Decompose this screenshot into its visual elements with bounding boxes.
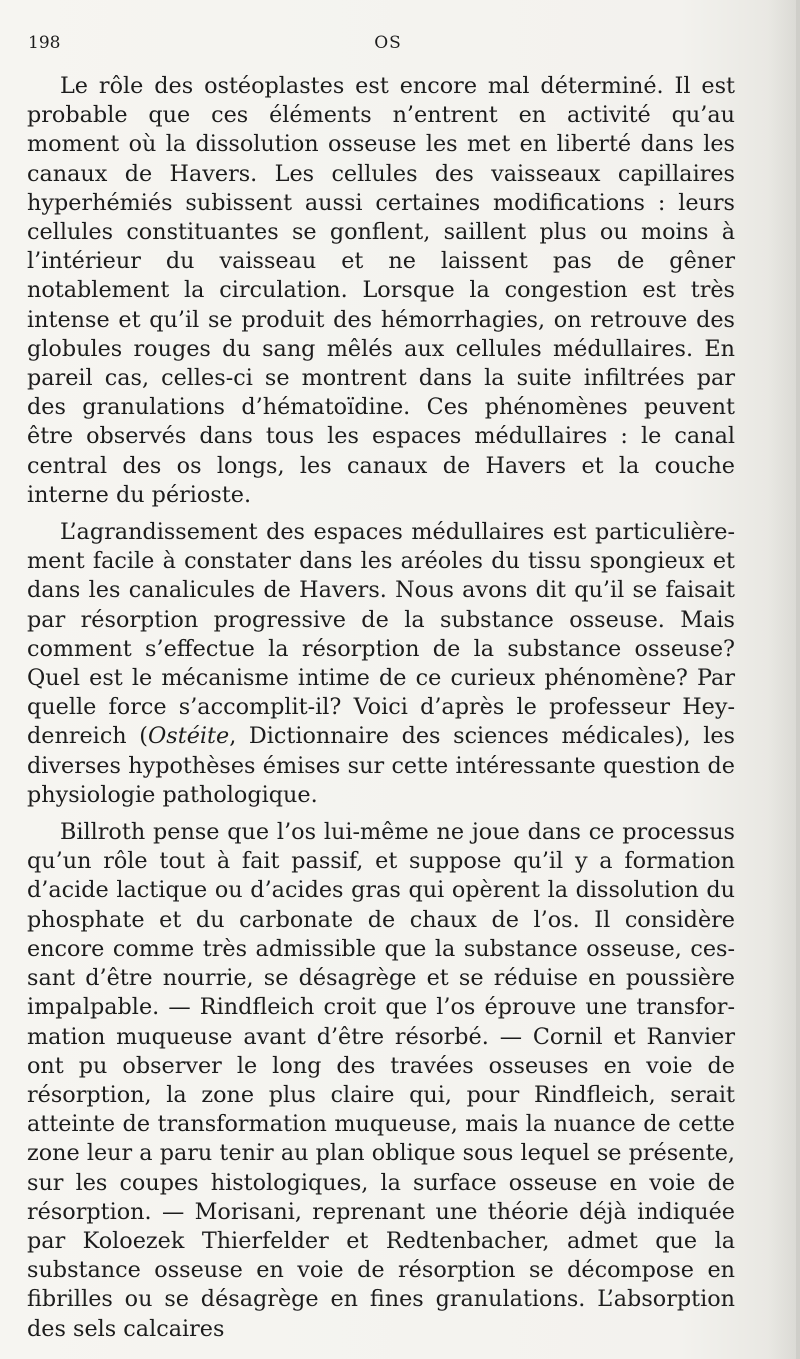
paragraph-osteoplastes: Le rôle des ostéoplastes est encore mal déterminé. Il est probable que ces éléments n’entrent en activité qu’au moment où la dissolution osseuse les met en liberté dans les canaux de Havers. Les cellules des vaisseaux capillaires hyperhémiés subissent aussi certaines modifications : leurs cellules constituantes se gonflent, saillent plus ou moins à l’intérieur du vaisseau et ne laissent pas de gêner notablement la circulation. Lorsque la congestion est très intense et qu’il se produit des hémorrhagies, on retrouve des globules rouges du sang mêlés aux cellules médullaires. En pareil cas, celles-ci se montrent dans la suite infiltrées par des granulations d’hématoïdine. Ces phénomènes peuvent être observés dans tous les espaces médullaires : le canal central des os longs, les canaux de Havers et la couche interne du périoste.	[27, 73, 735, 508]
paragraph-billroth: Billroth pense que l’os lui-même ne joue dans ce processus qu’un rôle tout à fait passif, et suppose qu’il y a formation d’acide lactique ou d’acides gras qui opèrent la dissolution du phosphate et du carbonate de chaux de l’os. Il considère encore comme très admissible que la substance osseuse, cessant d’être nourrie, se désagrège et se réduise en poussière impalpable. — Rindfleich croit que l’os éprouve une transformation muqueuse avant d’être résorbé. — Cornil et Ranvier ont pu observer le long des travées osseuses en voie de résorption, la zone plus claire qui, pour Rindfleich, serait atteinte de transformation muqueuse, mais la nuance de cette zone leur a paru tenir au plan oblique sous lequel se présente, sur les coupes histologiques, la surface osseuse en voie de résorption. — Morisani, reprenant une théorie déjà indiquée par Koloezek Thierfelder et Redtenbacher, admet que la substance osseuse en voie de résorption se décompose en fibrilles ou se désagrège en fines granulations. L’absorption des sels calcaires	[27, 819, 735, 1342]
page-edge-shadow	[796, 0, 800, 1359]
paragraph-agrandissement: L’agrandissement des espaces médullaires est particulièrement facile à constater dans les aréoles du tissu spongieux et dans les canalicules de Havers. Nous avons dit qu’il se faisait par résorption progressive de la substance osseuse. Mais comment s’effectue la résorption de la substance osseuse? Quel est le mécanisme intime de ce curieux phénomène? Par quelle force s’accomplit-il? Voici d’après le professeur Heydenreich (Ostéite, Dictionnaire des sciences médicales), les diverses hypothèses émises sur cette intéressante question de physiologie pathologique.	[27, 519, 735, 808]
running-title: OS	[374, 33, 402, 53]
running-head	[28, 33, 748, 57]
body-text	[27, 72, 735, 1344]
cited-work-title: Ostéite	[148, 723, 230, 750]
page-number: 198	[28, 33, 61, 53]
